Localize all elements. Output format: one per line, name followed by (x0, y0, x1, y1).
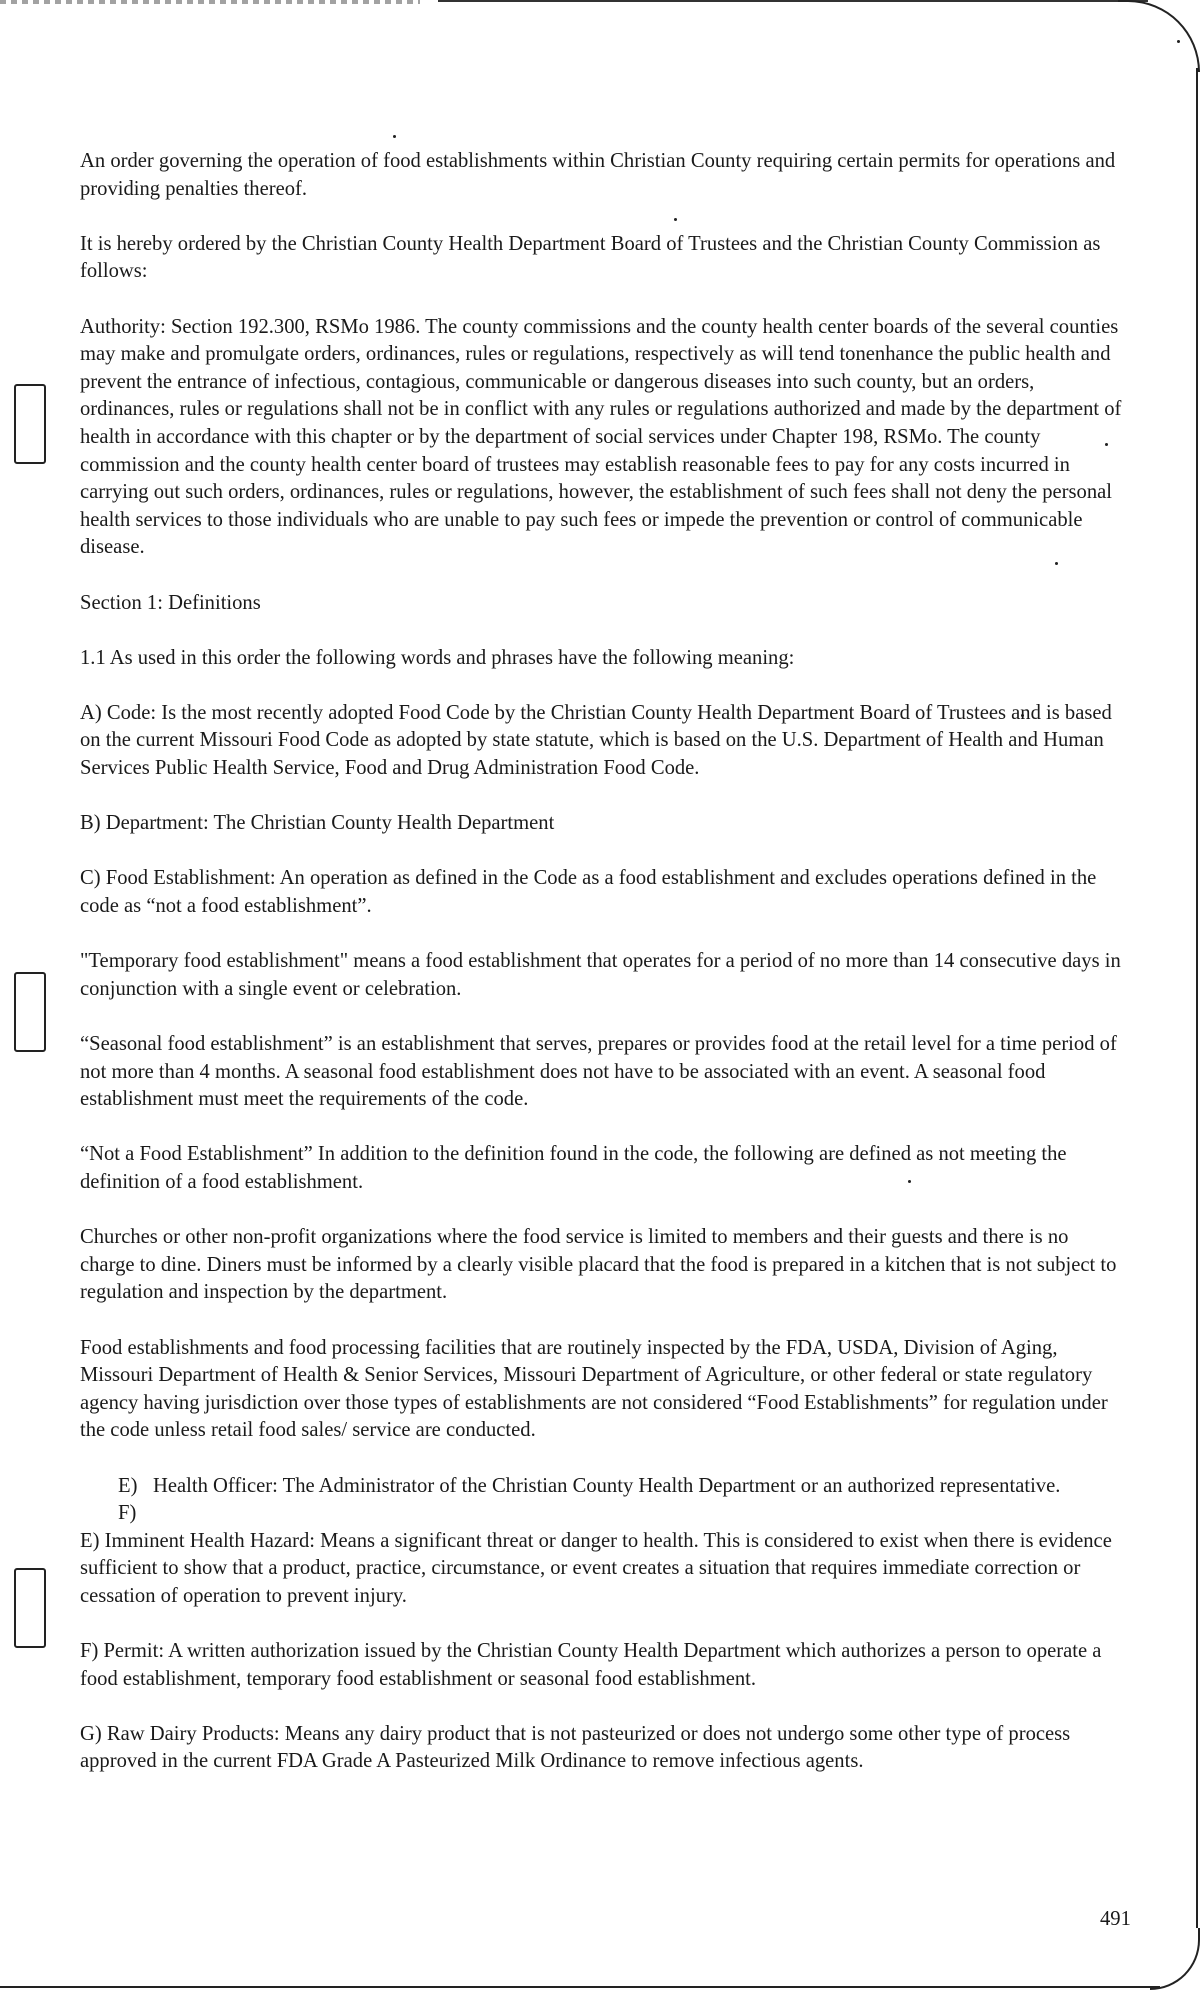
page-number: 491 (1100, 1908, 1131, 1930)
page-frame-corner (1118, 0, 1200, 72)
list-item (118, 1473, 1125, 1501)
list-item-label: E) (118, 1474, 138, 1497)
definition-department: B) Department: The Christian County Health Department (80, 812, 555, 835)
definition-code: A) Code: Is the most recently adopted Food Code by the Christian County Health Department Board of Trustees and is based on the current Missouri Food Code as adopted by state statute, which is based on the U.S. Department of Health and Human Services Public Health Service, Food and Drug Administration Food Code. (80, 701, 1112, 780)
indented-list (80, 1473, 1125, 1528)
definition-food-establishment: C) Food Establishment: An operation as defined in the Code as a food establishment and excludes operations defined in the code as “not a food establishment”. (80, 867, 1097, 918)
binder-punch-hole (14, 1568, 46, 1648)
regulated-facilities-paragraph: Food establishments and food processing facilities that are routinely inspected by the FDA, USDA, Division of Aging, Missouri Department of Health & Senior Services, Missouri Department of Agriculture, or other federal or state regulatory agency having jurisdiction over those types of establishments are not considered “Food Establishments” for regulation under the code unless retail food sales/ service are conducted. (80, 1336, 1108, 1442)
definition-health-officer: Health Officer: The Administrator of the Christian County Health Department or an authorized representative. (153, 1474, 1061, 1497)
definition-permit: F) Permit: A written authorization issued by the Christian County Health Department which authorizes a person to operate a food establishment, temporary food establishment or seasonal food establishment. (80, 1640, 1102, 1690)
binder-punch-hole (14, 972, 46, 1052)
binder-punch-hole (14, 384, 46, 464)
list-item-label: F) (118, 1502, 137, 1525)
document-body (80, 148, 1125, 1804)
definition-seasonal: “Seasonal food establishment” is an establishment that serves, prepares or provides food at the retail level for a time period of not more than 4 months. A seasonal food establishment does not have to be associated with an event. A seasonal food establishment must meet the requirements of the code. (80, 1033, 1117, 1111)
page-frame-right (1196, 68, 1198, 1928)
scan-speck (1177, 40, 1180, 43)
list-item (118, 1500, 1125, 1528)
page-frame-top (438, 0, 1148, 5)
ordered-paragraph: It is hereby ordered by the Christian County Health Department Board of Trustees and the Christian County Commission as follows: (80, 232, 1101, 283)
authority-paragraph: Authority: Section 192.300, RSMo 1986. The county commissions and the county health center boards of the several counties may make and promulgate orders, ordinances, rules or regulations, respectively as will tend tonenhance the public health and prevent the entrance of infectious, contagious, communicable or dangerous diseases into such county, but an orders, ordinances, rules or regulations shall not be in conflict with any rules or regulations authorized and made by the department of health in accordance with this chapter or by the department of social services under Chapter 198, RSMo. The county commission and the county health center board of trustees may establish reasonable fees to pay for any costs incurred in carrying out such orders, ordinances, rules or regulations, however, the establishment of such fees shall not deny the personal health services to those individuals who are unable to pay such fees or impede the prevention or control of communicable disease. (80, 315, 1122, 559)
definition-not-food-establishment: “Not a Food Establishment” In addition to the definition found in the code, the following are defined as not meeting the definition of a food establishment. (80, 1143, 1067, 1193)
section-heading: Section 1: Definitions (80, 591, 261, 614)
definition-imminent-hazard: E) Imminent Health Hazard: Means a significant threat or danger to health. This is considered to exist when there is evidence sufficient to show that a product, practice, circumstance, or event creates a situation that requires immediate correction or cessation of operation to prevent injury. (80, 1529, 1112, 1607)
page-frame-bottom (0, 1986, 1160, 1988)
churches-paragraph: Churches or other non-profit organizations where the food service is limited to members and their guests and there is no charge to dine. Diners must be informed by a clearly visible placard that the food is prepared in a kitchen that is not subject to regulation and inspection by the department. (80, 1226, 1117, 1304)
definitions-intro: 1.1 As used in this order the following words and phrases have the following meaning: (80, 646, 795, 669)
definition-temporary: "Temporary food establishment" means a food establishment that operates for a period of no more than 14 consecutive days in conjunction with a single event or celebration. (80, 950, 1121, 1000)
definition-raw-dairy: G) Raw Dairy Products: Means any dairy product that is not pasteurized or does not undergo some other type of process approved in the current FDA Grade A Pasteurized Milk Ordinance to remove infectious agents. (80, 1722, 1071, 1773)
preamble-paragraph: An order governing the operation of food establishments within Christian County requiring certain permits for operations and providing penalties thereof. (80, 150, 1116, 200)
scan-speck (393, 135, 396, 138)
page-frame-corner (1150, 1928, 1200, 1990)
scan-artifact-top (0, 0, 420, 4)
